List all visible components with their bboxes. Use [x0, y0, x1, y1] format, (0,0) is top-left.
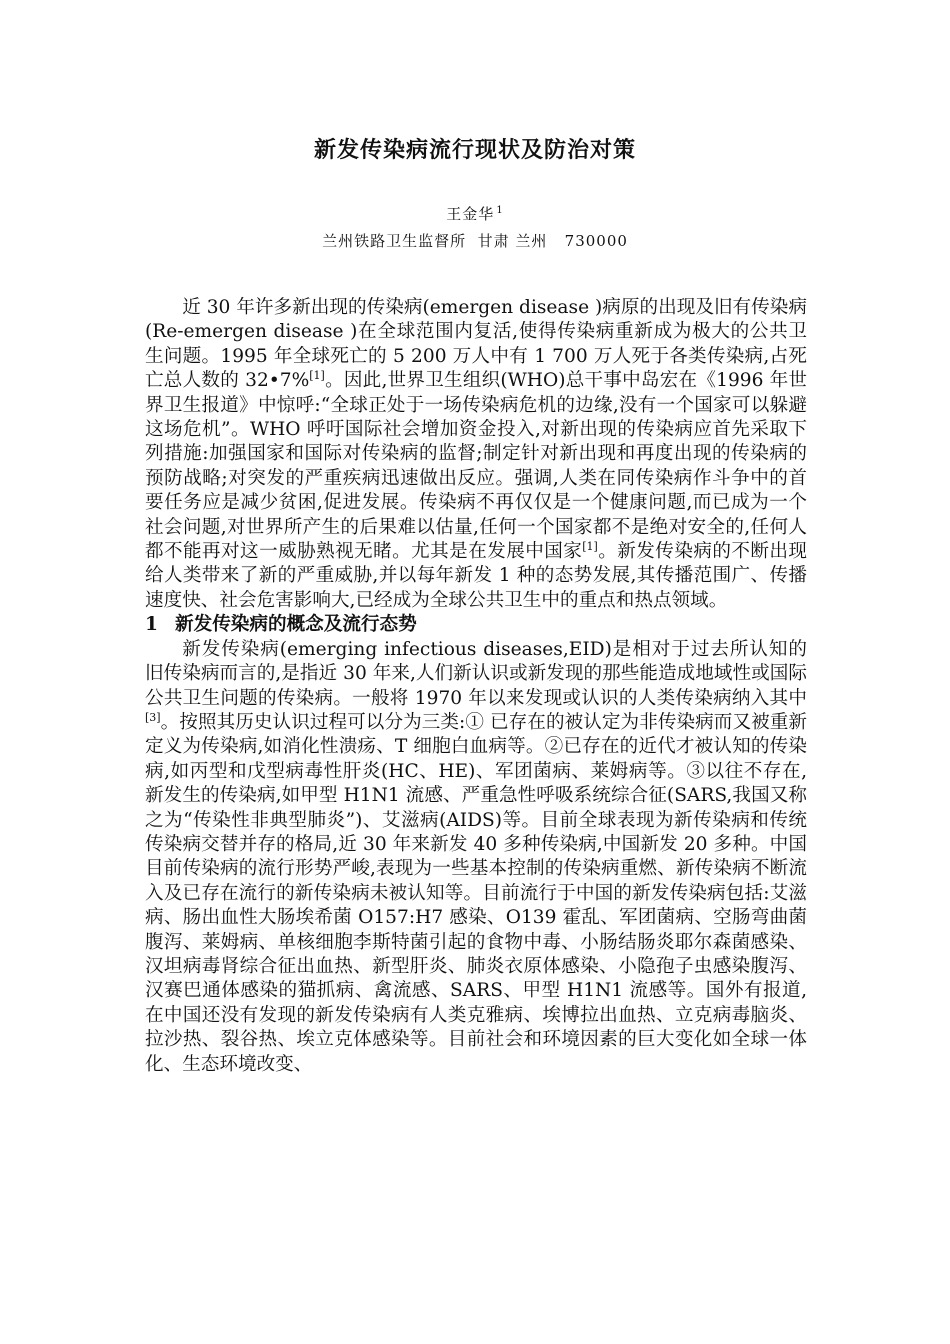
citation-ref: [1]: [309, 369, 325, 383]
paper-body: [145, 296, 807, 1077]
intro-text-3: 。新发传染病的不断出现给人类带来了新的严重威胁,并以每年新发 1 种的态势发展,其传播范围广、传播速度快、社会危害影响大,已经成为全球公共卫生中的重点和热点领域。: [145, 541, 807, 611]
section-paragraph: [145, 638, 807, 1077]
intro-text-2: 。因此,世界卫生组织(WHO)总干事中岛宏在《1996 年世界卫生报道》中惊呼:“全球正处于一场传染病危机的边缘,没有一个国家可以躲避这场危机”。WHO 呼吁国际社会增加资金投入,对新出现的传染病应首先采取下列措施:加强国家和国际对传染病的监督;制定针对新出现和再度出现的传染病的预防战略;对突发的严重疾病迅速做出反应。强调,人类在同传染病作斗争中的首要任务应是减少贫困,促进发展。传染病不再仅仅是一个健康问题,而已成为一个社会问题,对世界所产生的后果难以估量,任何一个国家都不是绝对安全的,任何人都不能再对这一威胁熟视无睹。尤其是在发展中国家: [145, 370, 807, 563]
section-text-2: 。按照其历史认识过程可以分为三类:① 已存在的被认定为非传染病而又被重新定义为传染病,如消化性溃疡、T 细胞白血病等。②已存在的近代才被认知的传染病,如丙型和戊型病毒性肝炎(HC、HE)、军团菌病、莱姆病等。③以往不存在,新发生的传染病,如甲型 H1N1 流感、严重急性呼吸系统综合征(SARS,我国又称之为“传染性非典型肺炎”)、艾滋病(AIDS)等。目前全球表现为新传染病和传统传染病交替并存的格局,近 30 年来新发 40 多种传染病,中国新发 20 多种。中国目前传染病的流行形势严峻,表现为一些基本控制的传染病重燃、新传染病不断流入及已存在流行的新传染病未被认知等。目前流行于中国的新发传染病包括:艾滋病、肠出血性大肠埃希菌 O157:H7 感染、O139 霍乱、军团菌病、空肠弯曲菌腹泻、莱姆病、单核细胞李斯特菌引起的食物中毒、小肠结肠炎耶尔森菌感染、汉坦病毒肾综合征出血热、新型肝炎、肺炎衣原体感染、小隐孢子虫感染腹泻、汉赛巴通体感染的猫抓病、禽流感、SARS、甲型 H1N1 流感等。国外有报道,在中国还没有发现的新发传染病有人类克雅病、埃博拉出血热、立克病毒脑炎、拉沙热、裂谷热、埃立克体感染等。目前社会和环境因素的巨大变化如全球一体化、生态环境改变、: [145, 711, 807, 1075]
section-title: 新发传染病的概念及流行态势: [175, 614, 417, 636]
citation-ref: [1]: [582, 539, 598, 553]
section-heading: [145, 613, 807, 637]
paper-title: 新发传染病流行现状及防治对策: [313, 137, 636, 163]
intro-text-1: 近 30 年许多新出现的传染病(emergen disease )病原的出现及旧有传染病(Re-emergen disease )在全球范围内复活,使得传染病重新成为极大的公共卫生问题。1995 年全球死亡的 5 200 万人中有 1 700 万人死于各类传染病,占死亡总人数的 32•7%: [145, 297, 807, 392]
author-line: [0, 203, 950, 224]
citation-ref: [3]: [145, 710, 161, 724]
author-affiliation: 兰州铁路卫生监督所 甘肃 兰州 730000: [322, 232, 628, 250]
author-name: 王金华: [446, 205, 495, 223]
section-number: 1: [145, 614, 158, 636]
author-affiliation-mark: 1: [496, 205, 504, 216]
section-text-1: 新发传染病(emerging infectious diseases,EID)是相对于过去所认知的旧传染病而言的,是指近 30 年来,人们新认识或新发现的那些能造成地域性或国际公共卫生问题的传染病。一般将 1970 年以来发现或认识的人类传染病纳入其中: [145, 638, 807, 709]
intro-paragraph: [145, 296, 807, 613]
